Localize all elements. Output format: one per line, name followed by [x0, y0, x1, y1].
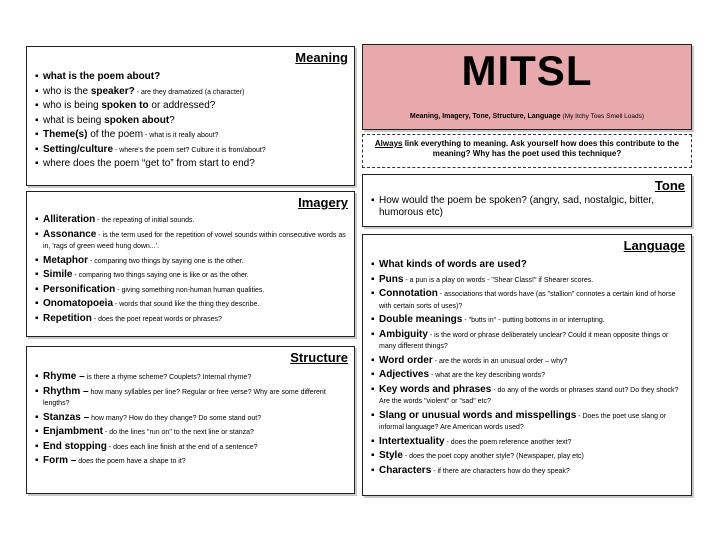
meaning-item: ▪ Setting/culture - where's the poem set? Culture it is from/about? — [35, 143, 266, 155]
structure-item: ▪ End stopping - does each line finish at the end of a sentence? — [35, 440, 258, 452]
language-box — [362, 234, 692, 496]
language-item: ▪ Slang or unusual words and misspellings - Does the poet use slang or informal language? Are American words used? — [371, 409, 667, 431]
meaning-item: ▪ where does the poem “get to” from start to end? — [35, 158, 255, 169]
imagery-item: ▪ Metaphor - comparing two things by saying one is the other. — [35, 254, 244, 266]
imagery-item: ▪ Onomatopoeia - words that sound like the thing they describe. — [35, 298, 260, 309]
meaning-item: ▪ what is being spoken about? — [35, 114, 175, 126]
meaning-item: ▪ who is being spoken to or addressed? — [35, 100, 216, 111]
structure-item: ▪ Enjambment - do the lines "run on" to the next line or stanza? — [35, 426, 254, 437]
structure-item: ▪ Stanzas – how many? How do they change? Do some stand out? — [35, 411, 262, 423]
mitsl-header — [362, 44, 692, 130]
language-item: ▪ Adjectives - what are the key describing words? — [371, 369, 545, 380]
meaning-item: ▪ who is the speaker? - are they dramatized (a character) — [35, 85, 245, 97]
language-item: ▪ Key words and phrases - do any of the words or phrases stand out? Do they shock? Are the words "violent" or "sad" etc? — [371, 383, 679, 405]
language-item: ▪ Connotation - associations that words have (as "stallion" connotes a certain kind of horse with certain sorts of uses)? — [371, 288, 676, 310]
imagery-item: ▪ Assonance - is the term used for the repetition of vowel sounds within consecutive words as in, 'rags of green weed hung down...'. — [35, 228, 346, 250]
language-item: ▪ Style - does the poet copy another style? (Newspaper, play etc) — [371, 450, 584, 461]
meaning-list — [35, 71, 348, 173]
meaning-title: Meaning — [295, 50, 348, 65]
imagery-list — [35, 214, 348, 327]
imagery-item: ▪ Repetition - does the poet repeat words or phrases? — [35, 312, 222, 324]
mitsl-subtitle: Meaning, Imagery, Tone, Structure, Language (My Itchy Toes Smell Loads) — [409, 113, 645, 120]
meaning-item: ▪ what is the poem about? — [35, 71, 161, 82]
tone-box — [362, 174, 692, 227]
imagery-item: ▪ Alliteration - the repeating of initial sounds. — [35, 214, 195, 225]
language-item: ▪ Ambiguity - is the word or phrase deliberately unclear? Could it mean opposite things or many different things? — [371, 328, 669, 350]
language-item: ▪ Intertextuality - does the poem reference another text? — [371, 435, 572, 447]
mitsl-mnemonic: (My Itchy Toes Smell Loads) — [562, 113, 645, 120]
imagery-item: ▪ Personification - giving something non-human human qualities. — [35, 283, 265, 295]
imagery-item: ▪ Simile - comparing two things saying one is like or as the other. — [35, 269, 249, 280]
tone-text: ▪ How would the poem be spoken? (angry, sad, nostalgic, bitter, humorous etc) — [371, 195, 654, 218]
mitsl-title: MITSL — [461, 47, 593, 94]
structure-item: ▪ Form – does the poem have a shape to it? — [35, 455, 186, 466]
structure-item: ▪ Rhythm – how many syllables per line? Regular or free verse? Why are some different lengths? — [35, 385, 326, 407]
meaning-box — [26, 46, 355, 186]
structure-title: Structure — [290, 350, 348, 365]
language-item: ▪ Word order - are the words in an unusual order – why? — [371, 354, 568, 366]
imagery-box — [26, 191, 355, 337]
language-item: ▪ What kinds of words are used? — [371, 259, 527, 270]
tone-title: Tone — [654, 178, 685, 193]
imagery-title: Imagery — [298, 195, 348, 210]
language-item: ▪ Double meanings - "butts in" - putting bottoms in or interrupting. — [371, 314, 605, 325]
language-list — [371, 259, 685, 479]
always-note: Always link everything to meaning. Ask yourself how does this contribute to the meaning? Why has the poet used this technique? — [362, 134, 692, 168]
structure-box — [26, 346, 355, 494]
structure-item: ▪ Rhyme – is there a rhyme scheme? Couplets? Internal rhyme? — [35, 371, 252, 382]
language-item: ▪ Puns - a pun is a play on words - "Shear Class!" if Shearer scores. — [371, 273, 594, 285]
language-title: Language — [623, 238, 685, 253]
structure-list — [35, 371, 348, 470]
language-item: ▪ Characters - if there are characters how do they speak? — [371, 464, 570, 476]
meaning-item: ▪ Theme(s) of the poem - what is it really about? — [35, 129, 219, 140]
